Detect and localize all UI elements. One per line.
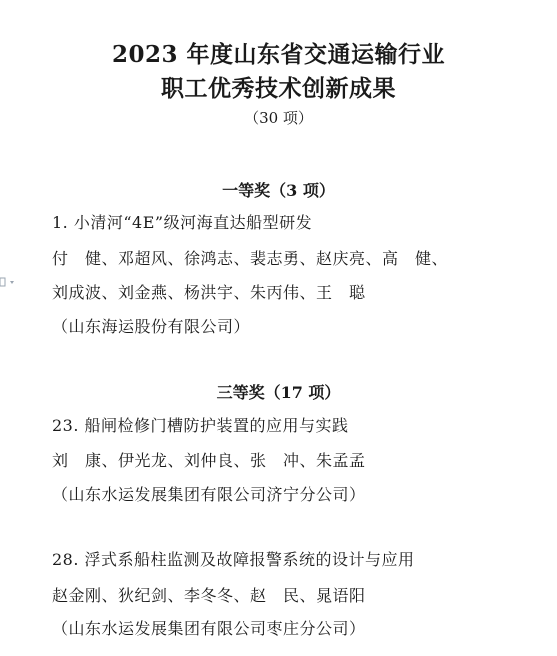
members-line: 刘成波、刘金燕、杨洪宇、朱丙伟、王 聪: [52, 283, 366, 302]
project-title: 1. 小清河“4E”级河海直达船型研发: [52, 213, 313, 232]
organization: （山东海运股份有限公司）: [52, 317, 251, 336]
subtitle-count: （30 项）: [244, 109, 313, 127]
organization: （山东水运发展集团有限公司济宁分公司）: [52, 485, 366, 504]
organization: （山东水运发展集团有限公司枣庄分公司）: [52, 619, 366, 638]
project-title: 23. 船闸检修门槽防护装置的应用与实践: [52, 416, 349, 435]
title-line-2: 职工优秀技术创新成果: [161, 75, 396, 102]
members-line: 赵金刚、狄纪剑、李冬冬、赵 民、晁语阳: [52, 586, 366, 605]
title-line-1: 2023 年度山东省交通运输行业: [111, 41, 446, 68]
section-heading-third-prize: 三等奖（17 项）: [216, 383, 341, 402]
margin-marker-icon[interactable]: [0, 276, 16, 290]
members-line: 付 健、邓超风、徐鸿志、裴志勇、赵庆亮、高 健、: [52, 249, 449, 268]
project-title: 28. 浮式系船柱监测及故障报警系统的设计与应用: [52, 550, 415, 569]
members-line: 刘 康、伊光龙、刘仲良、张 冲、朱孟孟: [52, 451, 366, 470]
section-heading-first-prize: 一等奖（3 项）: [222, 181, 335, 200]
